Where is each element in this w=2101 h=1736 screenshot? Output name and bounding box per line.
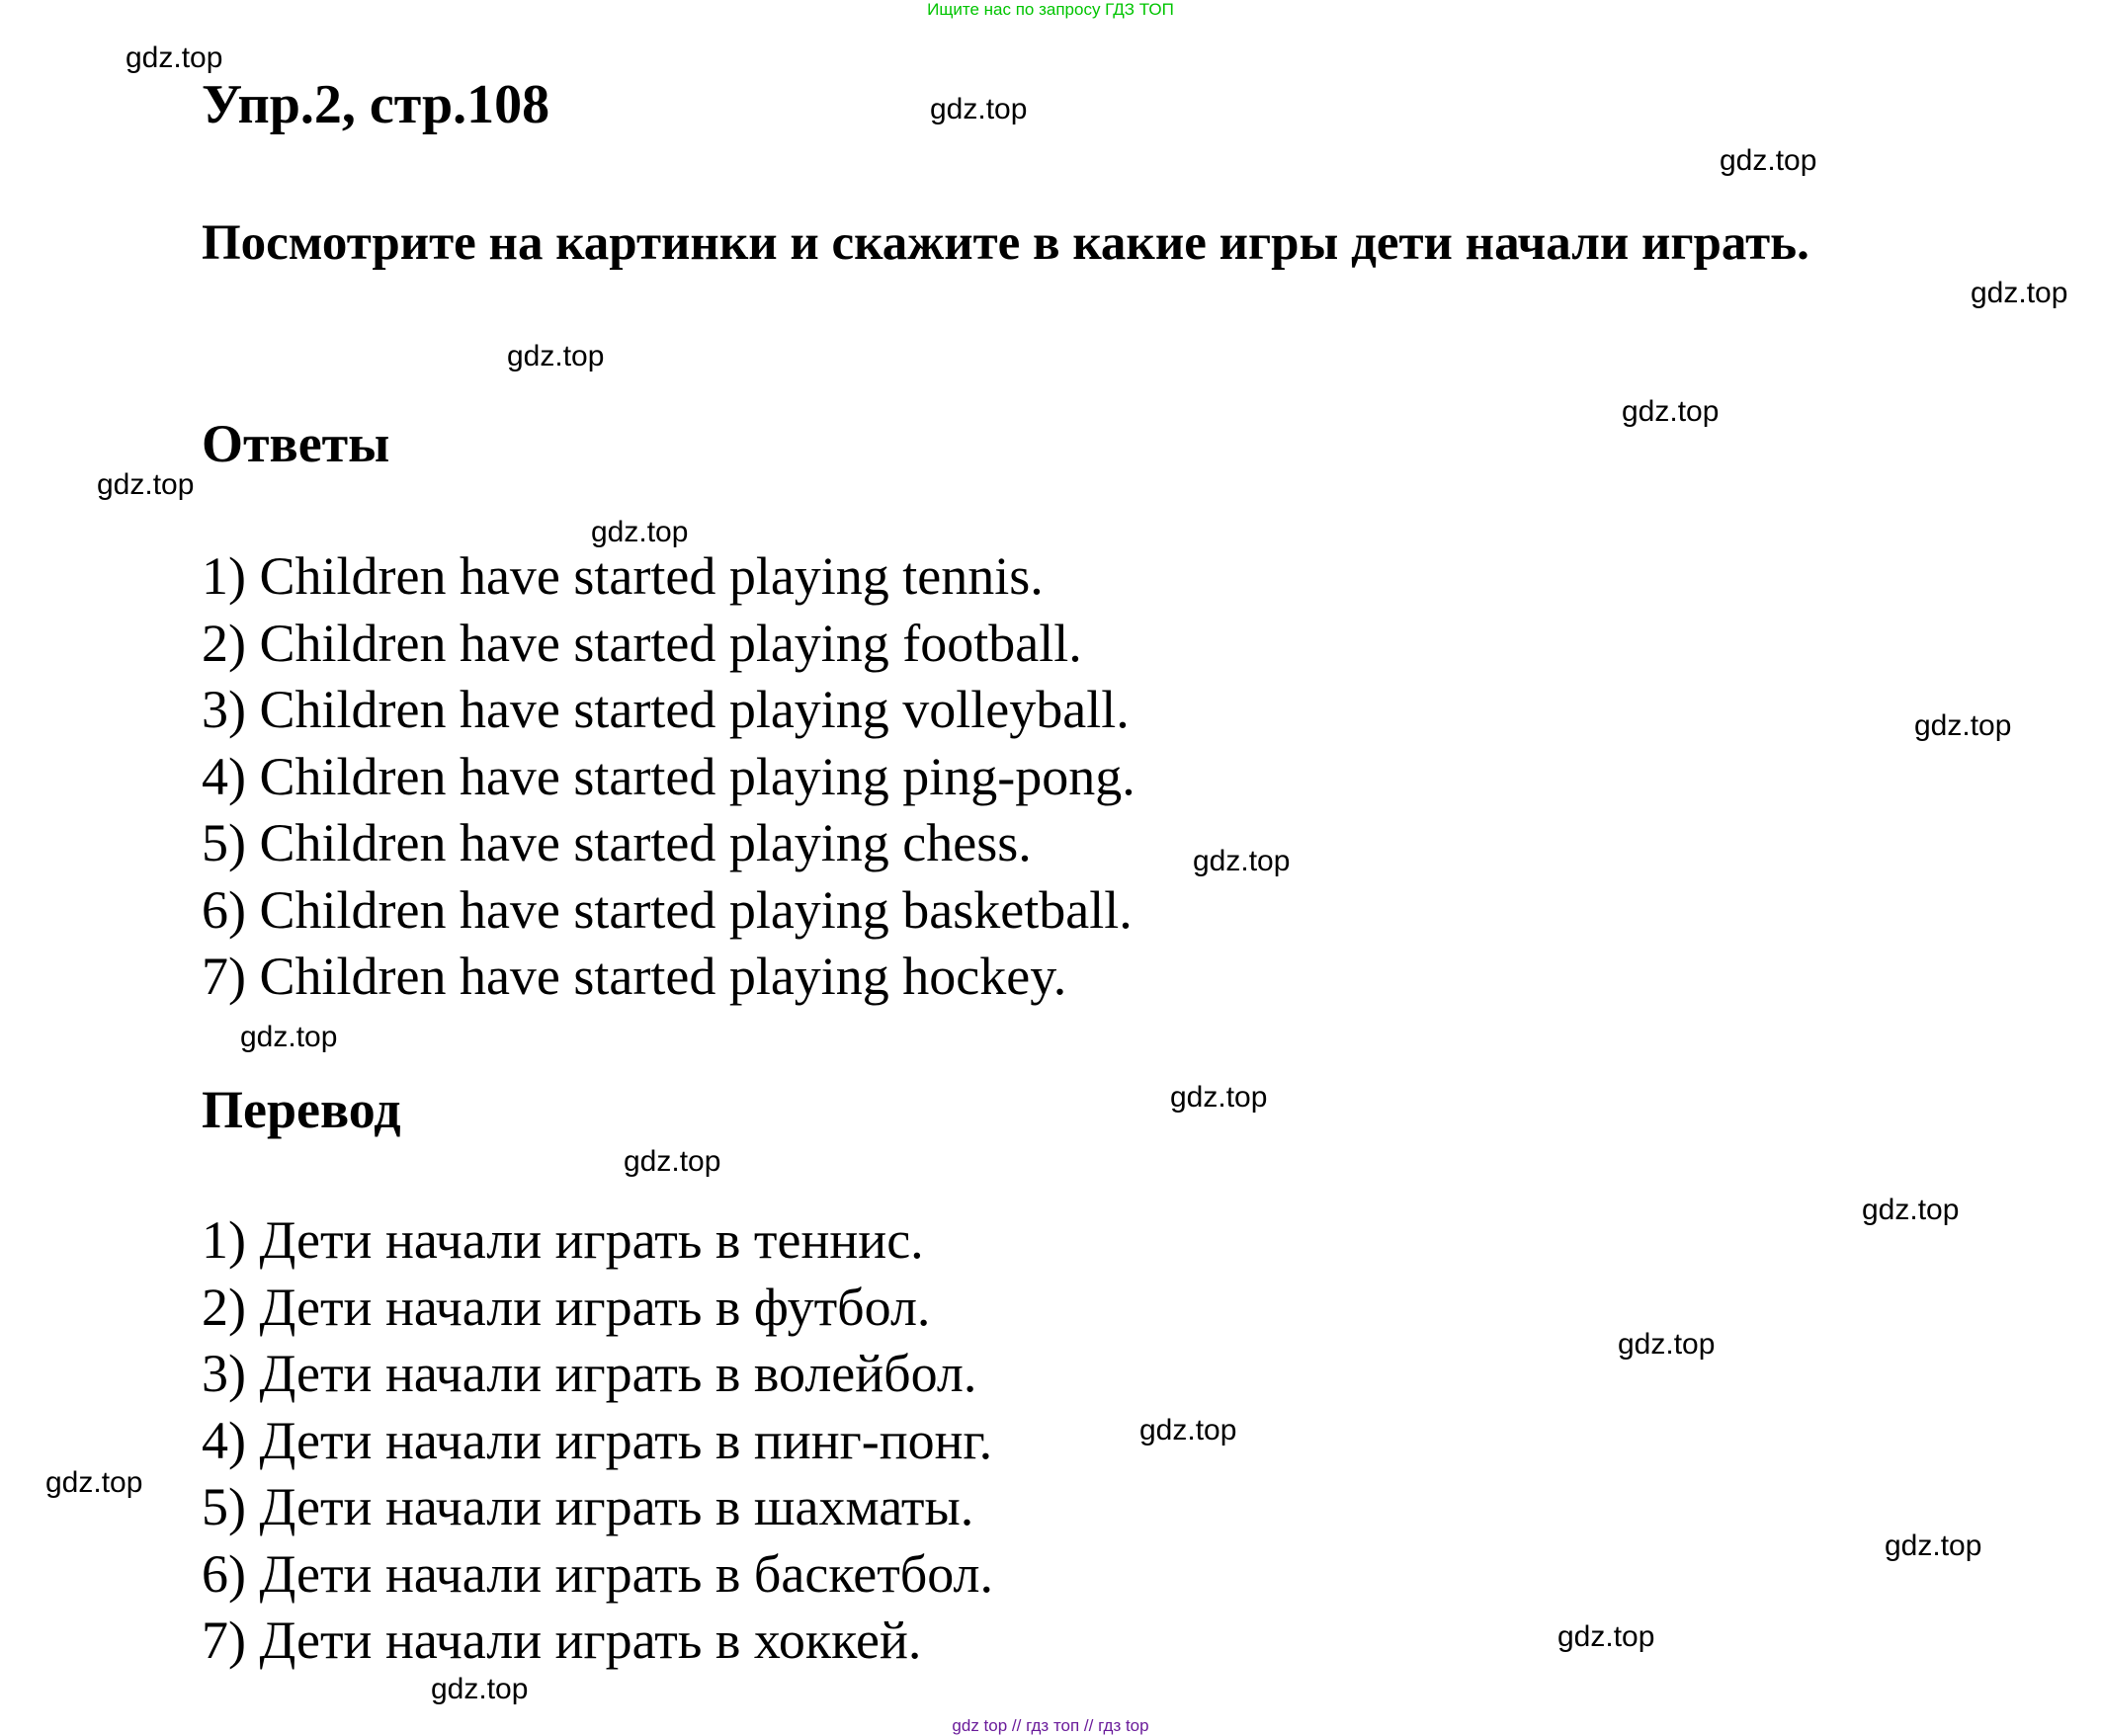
- watermark: gdz.top: [1170, 1081, 1268, 1114]
- watermark: gdz.top: [240, 1021, 338, 1053]
- answer-item: 6) Children have started playing basketball.: [202, 879, 1133, 940]
- page-title: Упр.2, стр.108: [202, 74, 550, 135]
- answer-item: 1) Children have started playing tennis.: [202, 546, 1044, 606]
- watermark: gdz.top: [97, 468, 195, 501]
- translation-list: [202, 1207, 993, 1675]
- answers-heading: Ответы: [202, 414, 390, 473]
- answer-item: 2) Children have started playing football.: [202, 613, 1082, 673]
- translation-item: 1) Дети начали играть в теннис.: [202, 1210, 924, 1270]
- watermark: gdz.top: [507, 340, 605, 372]
- translation-heading: Перевод: [202, 1080, 401, 1139]
- answer-item: 3) Children have started playing volleyball.: [202, 680, 1130, 739]
- watermark: gdz.top: [1139, 1414, 1237, 1447]
- watermark: gdz.top: [930, 93, 1028, 125]
- watermark: gdz.top: [1557, 1620, 1655, 1653]
- watermark: gdz.top: [1193, 845, 1291, 877]
- watermark: gdz.top: [431, 1673, 529, 1705]
- exercise-instruction: Посмотрите на картинки и скажите в какие игры дети начали играть.: [202, 215, 1809, 271]
- translation-item: 2) Дети начали играть в футбол.: [202, 1277, 931, 1337]
- watermark: gdz.top: [1914, 709, 2012, 742]
- watermark: gdz.top: [624, 1145, 721, 1178]
- watermark: gdz.top: [1622, 395, 1720, 428]
- translation-item: 5) Дети начали играть в шахматы.: [202, 1477, 974, 1536]
- watermark: gdz.top: [591, 516, 689, 548]
- watermark: gdz.top: [1885, 1529, 1982, 1562]
- translation-item: 7) Дети начали играть в хоккей.: [202, 1611, 922, 1670]
- bottom-banner: gdz top // гдз топ // гдз top: [952, 1716, 1149, 1735]
- watermark: gdz.top: [1862, 1194, 1960, 1226]
- watermark: gdz.top: [126, 41, 223, 74]
- watermark: gdz.top: [1618, 1328, 1716, 1361]
- answer-item: 4) Children have started playing ping-pong.: [202, 746, 1135, 806]
- top-banner: Ищите нас по запросу ГДЗ ТОП: [927, 0, 1174, 19]
- answers-list: [202, 543, 1135, 1011]
- watermark: gdz.top: [1720, 144, 1817, 177]
- translation-item: 4) Дети начали играть в пинг-понг.: [202, 1410, 993, 1470]
- translation-item: 6) Дети начали играть в баскетбол.: [202, 1543, 994, 1604]
- answer-item: 5) Children have started playing chess.: [202, 813, 1032, 872]
- watermark: gdz.top: [1971, 277, 2068, 309]
- watermark: gdz.top: [45, 1466, 143, 1499]
- answer-item: 7) Children have started playing hockey.: [202, 947, 1067, 1006]
- translation-item: 3) Дети начали играть в волейбол.: [202, 1344, 977, 1403]
